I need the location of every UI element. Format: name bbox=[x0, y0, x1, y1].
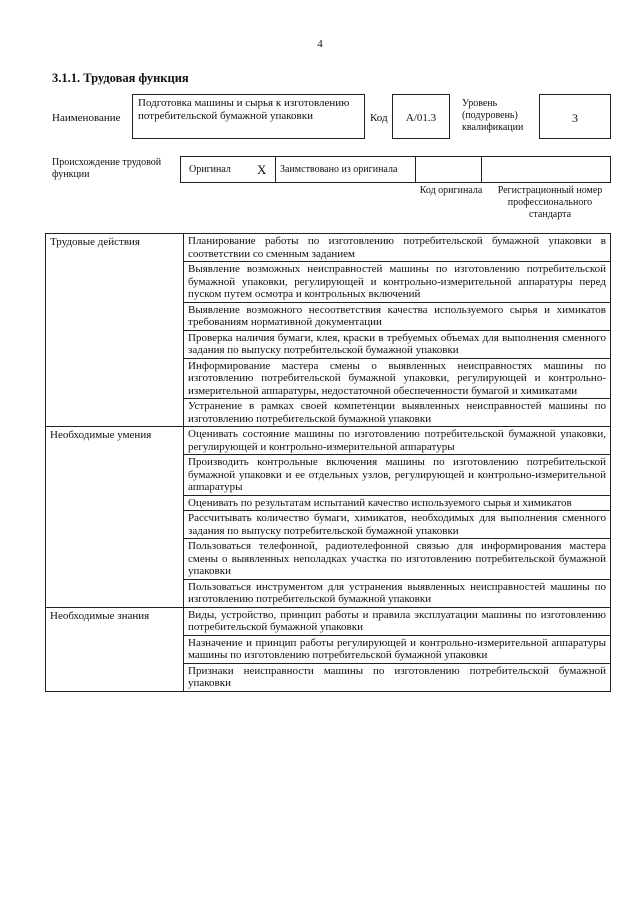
section-item: Производить контрольные включения машины по изготовлению потребительской бумажной упаковки и ее отдельных узлов, регулирующей и контрольно-измерительной аппаратуры bbox=[184, 455, 611, 496]
table-row bbox=[46, 607, 611, 635]
section-item: Виды, устройство, принцип работы и правила эксплуатации машины по изготовлению потребительской бумажной упаковки bbox=[184, 607, 611, 635]
section-item: Рассчитывать количество бумаги, химикатов, необходимых для выполнения сменного задания по выпуску потребительской бумажной упаковки bbox=[184, 511, 611, 539]
table-row bbox=[46, 234, 611, 262]
level-value-box bbox=[539, 94, 611, 139]
code-label: Код bbox=[370, 112, 388, 124]
divider bbox=[481, 157, 482, 183]
borrowed-label: Заимствовано из оригинала bbox=[280, 164, 398, 175]
original-label: Оригинал bbox=[189, 164, 231, 175]
divider bbox=[415, 157, 416, 183]
section-item: Пользоваться инструментом для устранения выявленных неисправностей машины по изготовлению потребительской бумажной упаковки bbox=[184, 579, 611, 607]
section-label: Трудовые действия bbox=[46, 234, 184, 427]
code-original-caption: Код оригинала bbox=[419, 185, 483, 196]
section-item: Оценивать по результатам испытаний качество используемого сырья и химикатов bbox=[184, 495, 611, 511]
section-label: Необходимые умения bbox=[46, 427, 184, 608]
section-item: Проверка наличия бумаги, клея, краски в требуемых объемах для выполнения сменного задания по выпуску потребительской бумажной упаковки bbox=[184, 330, 611, 358]
table-row bbox=[46, 427, 611, 455]
name-label: Наименование bbox=[52, 112, 121, 124]
level-label: Уровень (подуровень) квалификации bbox=[462, 98, 524, 133]
origin-row bbox=[180, 156, 611, 183]
section-item: Выявление возможного несоответствия качества используемого сырья и химикатов требованиям нормативной документации bbox=[184, 302, 611, 330]
code-value-box bbox=[392, 94, 450, 139]
section-item: Пользоваться телефонной, радиотелефонной связью для информирования мастера смены о выявленных неполадках участка по изготовлению потребительской бумажной упаковки bbox=[184, 539, 611, 580]
divider bbox=[275, 157, 276, 183]
section-item: Признаки неисправности машины по изготовлению потребительской бумажной упаковки bbox=[184, 663, 611, 691]
name-value: Подготовка машины и сырья к изготовлению потребительской бумажной упаковки bbox=[138, 97, 350, 122]
code-value: А/01.3 bbox=[405, 112, 437, 124]
section-item: Оценивать состояние машины по изготовлению потребительской бумажной упаковки, регулирующей и контрольно-измерительной аппаратуры bbox=[184, 427, 611, 455]
section-item: Назначение и принцип работы регулирующей и контрольно-измерительной аппаратуры машины по изготовлению потребительской бумажной упаковки bbox=[184, 635, 611, 663]
page-number: 4 bbox=[317, 38, 323, 50]
original-mark: X bbox=[257, 162, 267, 177]
origin-label: Происхождение трудовой функции bbox=[52, 157, 162, 180]
level-value: 3 bbox=[572, 111, 578, 125]
section-item: Информирование мастера смены о выявленных неисправностях машины по изготовлению потребительской бумажной упаковки, регулирующей и контрольно-измерительной аппаратуры, недостаточной обеспеченности бумагой и химикатами bbox=[184, 358, 611, 399]
section-title: 3.1.1. Трудовая функция bbox=[52, 71, 189, 85]
section-item: Устранение в рамках своей компетенции выявленных неисправностей машины по изготовлению потребительской бумажной упаковки bbox=[184, 399, 611, 427]
reg-number-caption: Регистрационный номер профессионального стандарта bbox=[497, 185, 603, 220]
section-label: Необходимые знания bbox=[46, 607, 184, 691]
function-table bbox=[45, 233, 611, 692]
section-item: Выявление возможных неисправностей машины по изготовлению потребительской бумажной упаковки, регулирующей и контрольно-измерительной аппаратуры перед пуском путем осмотра и контрольных включений bbox=[184, 262, 611, 303]
name-value-box bbox=[132, 94, 365, 139]
section-item: Планирование работы по изготовлению потребительской бумажной упаковки в соответствии со сменным заданием bbox=[184, 234, 611, 262]
